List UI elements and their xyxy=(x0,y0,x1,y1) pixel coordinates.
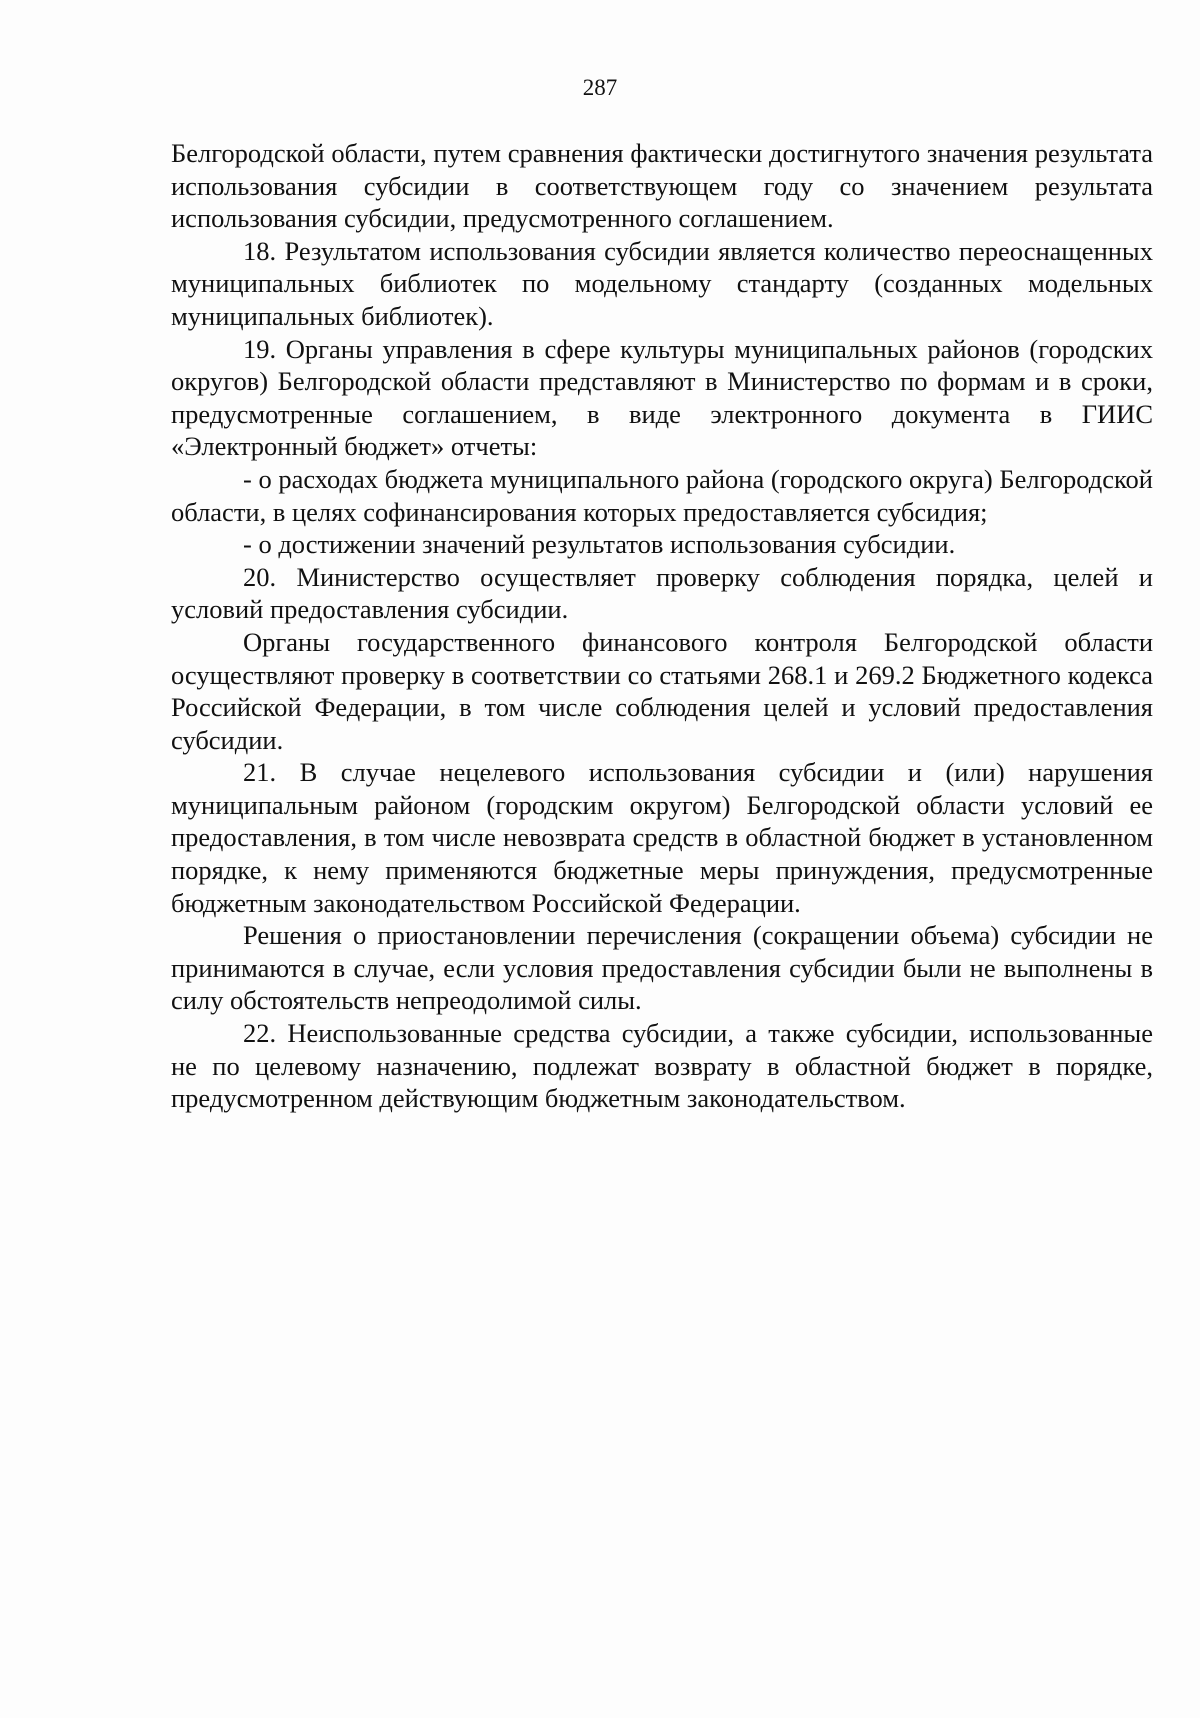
report-item-expenses: - о расходах бюджета муниципального района (городского округа) Белгородской области, в целях софинансирования которых предоставляется субсидия; xyxy=(171,463,1153,527)
paragraph-18-result: 18. Результатом использования субсидии является количество переоснащенных муниципальных библиотек по модельному стандарту (созданных модельных муниципальных библиотек). xyxy=(171,235,1153,331)
paragraph-20-verification: 20. Министерство осуществляет проверку соблюдения порядка, целей и условий предоставления субсидии. xyxy=(171,561,1153,625)
paragraph-continuation: Белгородской области, путем сравнения фактически достигнутого значения результата использования субсидии в соответствующем году со значением результата использования субсидии, предусмотренного соглашением. xyxy=(171,138,1153,234)
paragraph-19-reports: 19. Органы управления в сфере культуры муниципальных районов (городских округов) Белгородской области представляют в Министерство по формам и в сроки, предусмотренные соглашением, в виде электронного документа в ГИИС «Электронный бюджет» отчеты: xyxy=(171,333,1153,462)
paragraph-22-refund: 22. Неиспользованные средства субсидии, а также субсидии, использованные не по целевому назначению, подлежат возврату в областной бюджет в порядке, предусмотренном действующим бюджетным законодательством. xyxy=(171,1018,1153,1114)
paragraph-suspension-decisions: Решения о приостановлении перечисления (сокращении объема) субсидии не принимаются в случае, если условия предоставления субсидии были не выполнены в силу обстоятельств непреодолимой силы. xyxy=(171,920,1153,1016)
paragraph-21-violations: 21. В случае нецелевого использования субсидии и (или) нарушения муниципальным районом (городским округом) Белгородской области условий ее предоставления, в том числе невозврата средств в областной бюджет в установленном порядке, к нему применяются бюджетные меры принуждения, предусмотренные бюджетным законодательством Российской Федерации. xyxy=(171,757,1153,918)
page-number: 287 xyxy=(582,75,618,100)
document-body xyxy=(171,137,1153,1115)
paragraph-financial-control: Органы государственного финансового контроля Белгородской области осуществляют проверку в соответствии со статьями 268.1 и 269.2 Бюджетного кодекса Российской Федерации, в том числе соблюдения целей и условий предоставления субсидии. xyxy=(171,626,1153,755)
report-item-results: - о достижении значений результатов использования субсидии. xyxy=(243,529,956,560)
